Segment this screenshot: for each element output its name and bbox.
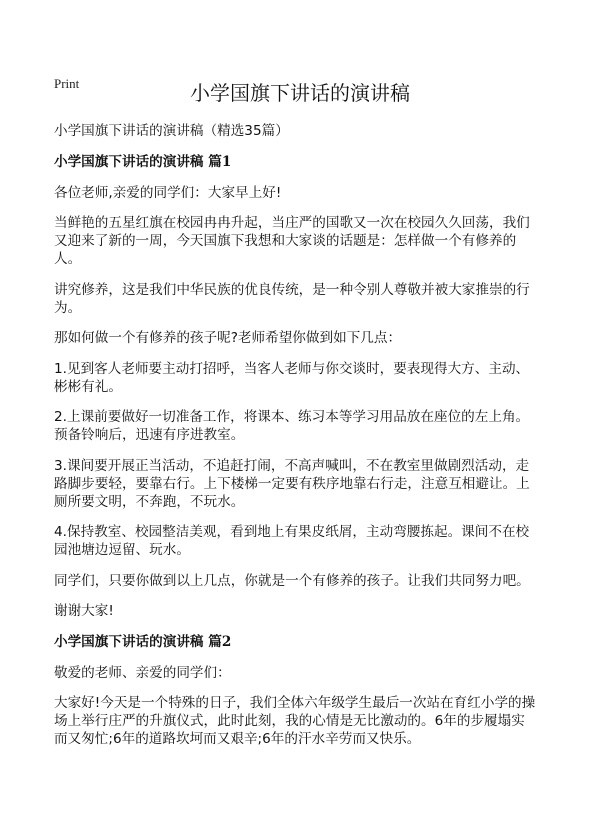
paragraph: 那如何做一个有修养的孩子呢?老师希望你做到如下几点： (54, 330, 402, 346)
paragraph: 同学们，只要你做到以上几点，你就是一个有修养的孩子。让我们共同努力吧。 (54, 572, 530, 589)
document-body (54, 122, 538, 761)
document-title: 小学国旗下讲话的演讲稿 (190, 81, 410, 105)
paragraph: 谢谢大家! (54, 603, 114, 619)
section-heading: 小学国旗下讲话的演讲稿 篇2 (54, 633, 232, 650)
paragraph: 3.课间要开展正当活动，不追赶打闹，不高声喊叫，不在教室里做剧烈活动，走路脚步要轻，要靠右行。上下楼梯一定要有秩序地靠右行走，注意互相避让。上厕所要文明，不奔跑，不玩水。 (54, 457, 530, 510)
document-subtitle: 小学国旗下讲话的演讲稿（精选35篇） (54, 123, 289, 139)
paragraph: 2.上课前要做好一切准备工作，将课本、练习本等学习用品放在座位的左上角。预备铃响后，迅速有序进教室。 (54, 409, 530, 443)
print-link[interactable]: Print (54, 76, 80, 91)
paragraph: 讲究修养，这是我们中华民族的优良传统，是一种令别人尊敬并被大家推崇的行为。 (54, 281, 530, 316)
paragraph: 大家好!今天是一个特殊的日子，我们全体六年级学生最后一次站在育红小学的操场上举行庄严的升旗仪式，此时此刻，我的心情是无比激动的。6年的步履塌实而又匆忙;6年的道路坎坷而又艰辛;6年的汗水辛劳而又快乐。 (54, 695, 536, 747)
paragraph: 敬爱的老师、亲爱的同学们： (54, 664, 231, 681)
paragraph: 1.见到客人老师要主动打招呼，当客人老师与你交谈时，要表现得大方、主动、彬彬有礼。 (54, 360, 530, 395)
section-heading: 小学国旗下讲话的演讲稿 篇1 (54, 153, 232, 170)
paragraph: 各位老师,亲爱的同学们：大家早上好! (54, 184, 282, 201)
paragraph: 当鲜艳的五星红旗在校园冉冉升起，当庄严的国歌又一次在校园久久回荡，我们又迎来了新的一周，今天国旗下我想和大家谈的话题是：怎样做一个有修养的人。 (54, 215, 530, 267)
paragraph: 4.保持教室、校园整洁美观，看到地上有果皮纸屑，主动弯腰拣起。课间不在校园池塘边逗留、玩水。 (54, 524, 530, 558)
